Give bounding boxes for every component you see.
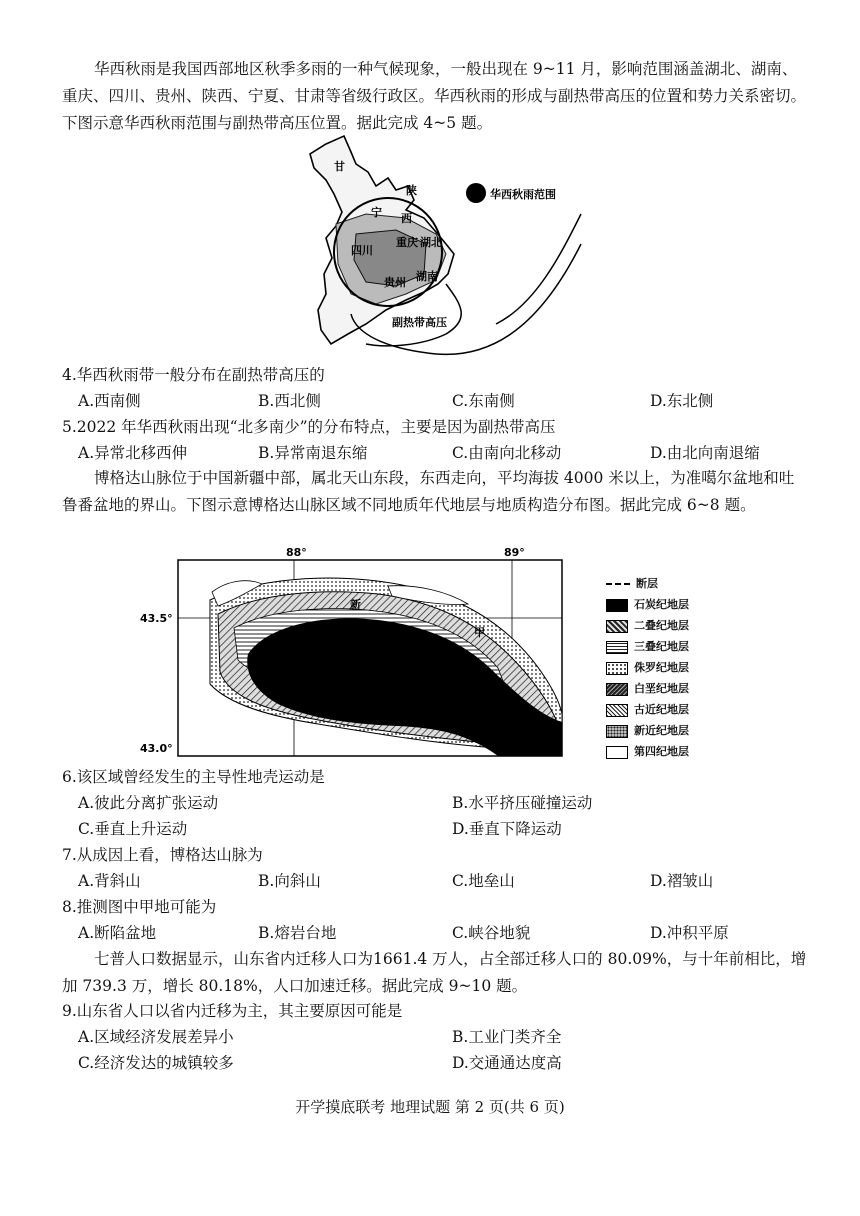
- legend-triassic: 三叠纪地层: [606, 638, 689, 654]
- q4-option-b: B.西北侧: [258, 392, 321, 410]
- province-shaan: 陕: [406, 184, 417, 197]
- map1-pressure-label: 副热带高压: [392, 316, 447, 329]
- lon-label-88: 88°: [286, 546, 307, 559]
- lat-label-43-0: 43.0°: [140, 742, 173, 755]
- q9-option-c: C.经济发达的城镇较多: [78, 1054, 234, 1072]
- paleogene-swatch: [606, 704, 628, 717]
- legend-jurassic: 侏罗纪地层: [606, 659, 689, 675]
- triassic-swatch: [606, 641, 628, 654]
- q6-option-a: A.彼此分离扩张运动: [78, 794, 219, 812]
- legend-cretaceous: 白垩纪地层: [606, 680, 689, 696]
- q8-option-c: C.峡谷地貌: [452, 924, 531, 942]
- intro-paragraph-3: 七普人口数据显示，山东省内迁移人口为1661.4 万人，占全部迁移人口的 80.09%，与十年前相比，增加 739.3 万，增长 80.18%，人口加速迁移。据此完成 9~10 题。: [62, 950, 807, 995]
- q9-option-d: D.交通通达度高: [452, 1054, 562, 1072]
- intro-paragraph-2: 博格达山脉位于中国新疆中部，属北天山东段，东西走向，平均海拔 4000 米以上，为准噶尔盆地和吐鲁番盆地的界山。下图示意博格达山脉区域不同地质年代地层与地质构造分布图。据此完成 6~8 题。: [62, 469, 795, 514]
- q8-option-b: B.熔岩台地: [258, 924, 337, 942]
- carboniferous-swatch: [606, 599, 628, 612]
- province-chongqing: 重庆: [396, 236, 418, 249]
- q9-option-a: A.区域经济发展差异小: [78, 1028, 234, 1046]
- q8-option-d: D.冲积平原: [650, 924, 729, 942]
- legend-paleogene: 古近纪地层: [606, 701, 689, 717]
- fault-line-icon: [606, 583, 630, 585]
- lat-label-43-5: 43.5°: [140, 612, 173, 625]
- q7-option-a: A.背斜山: [78, 872, 141, 890]
- legend-permian: 二叠纪地层: [606, 617, 689, 633]
- province-guizhou: 贵州: [384, 276, 406, 289]
- province-hubei: 湖北: [420, 236, 442, 249]
- question-4-stem: 4.华西秋雨带一般分布在副热带高压的: [62, 366, 325, 384]
- q4-option-d: D.东北侧: [650, 392, 714, 410]
- province-hunan: 湖南: [416, 270, 438, 283]
- legend-quaternary: 第四纪地层: [606, 743, 689, 759]
- q4-option-c: C.东南侧: [452, 392, 515, 410]
- intro-paragraph-1: 华西秋雨是我国西部地区秋季多雨的一种气候现象，一般出现在 9~11 月，影响范围涵盖湖北、湖南、重庆、四川、贵州、陕西、宁夏、甘肃等省级行政区。华西秋雨的形成与副热带高压的位置和势力关系密切。下图示意华西秋雨范围与副热带高压位置。据此完成 4~5 题。: [62, 60, 807, 132]
- huaxi-autumn-rain-map: [296, 134, 586, 359]
- map1-legend-label: 华西秋雨范围: [490, 188, 556, 201]
- cretaceous-swatch: [606, 683, 628, 696]
- province-ning: 宁: [371, 206, 382, 219]
- question-8-stem: 8.推测图中甲地可能为: [62, 898, 217, 916]
- neogene-swatch: [606, 725, 628, 738]
- bogda-geology-map: [138, 544, 598, 760]
- question-6-stem: 6.该区域曾经发生的主导性地壳运动是: [62, 768, 325, 786]
- jurassic-swatch: [606, 662, 628, 675]
- place-label-jia: 甲: [474, 626, 485, 639]
- province-gan: 甘: [334, 160, 345, 173]
- province-xi: 西: [401, 212, 412, 225]
- question-5-stem: 5.2022 年华西秋雨出现“北多南少”的分布特点，主要是因为副热带高压: [62, 418, 556, 436]
- q6-option-b: B.水平挤压碰撞运动: [452, 794, 593, 812]
- q6-option-d: D.垂直下降运动: [452, 820, 562, 838]
- q8-option-a: A.断陷盆地: [78, 924, 157, 942]
- province-sichuan: 四川: [351, 244, 373, 257]
- place-label-xin: 新: [350, 598, 361, 611]
- page-footer: 开学摸底联考 地理试题 第 2 页(共 6 页): [295, 1098, 565, 1116]
- question-9-stem: 9.山东省人口以省内迁移为主，其主要原因可能是: [62, 1002, 403, 1020]
- q5-option-c: C.由南向北移动: [452, 444, 562, 462]
- q9-option-b: B.工业门类齐全: [452, 1028, 562, 1046]
- legend-neogene: 新近纪地层: [606, 722, 689, 738]
- q5-option-a: A.异常北移西伸: [78, 444, 188, 462]
- q7-option-b: B.向斜山: [258, 872, 321, 890]
- q7-option-c: C.地垒山: [452, 872, 515, 890]
- q4-option-a: A.西南侧: [78, 392, 141, 410]
- permian-swatch: [606, 620, 628, 633]
- quaternary-swatch: [606, 746, 628, 759]
- question-7-stem: 7.从成因上看，博格达山脉为: [62, 846, 263, 864]
- q6-option-c: C.垂直上升运动: [78, 820, 188, 838]
- lon-label-89: 89°: [504, 546, 525, 559]
- q5-option-b: B.异常南退东缩: [258, 444, 368, 462]
- q7-option-d: D.褶皱山: [650, 872, 714, 890]
- legend-carboniferous: 石炭纪地层: [606, 596, 689, 612]
- legend-fault: 断层: [606, 575, 658, 591]
- q5-option-d: D.由北向南退缩: [650, 444, 760, 462]
